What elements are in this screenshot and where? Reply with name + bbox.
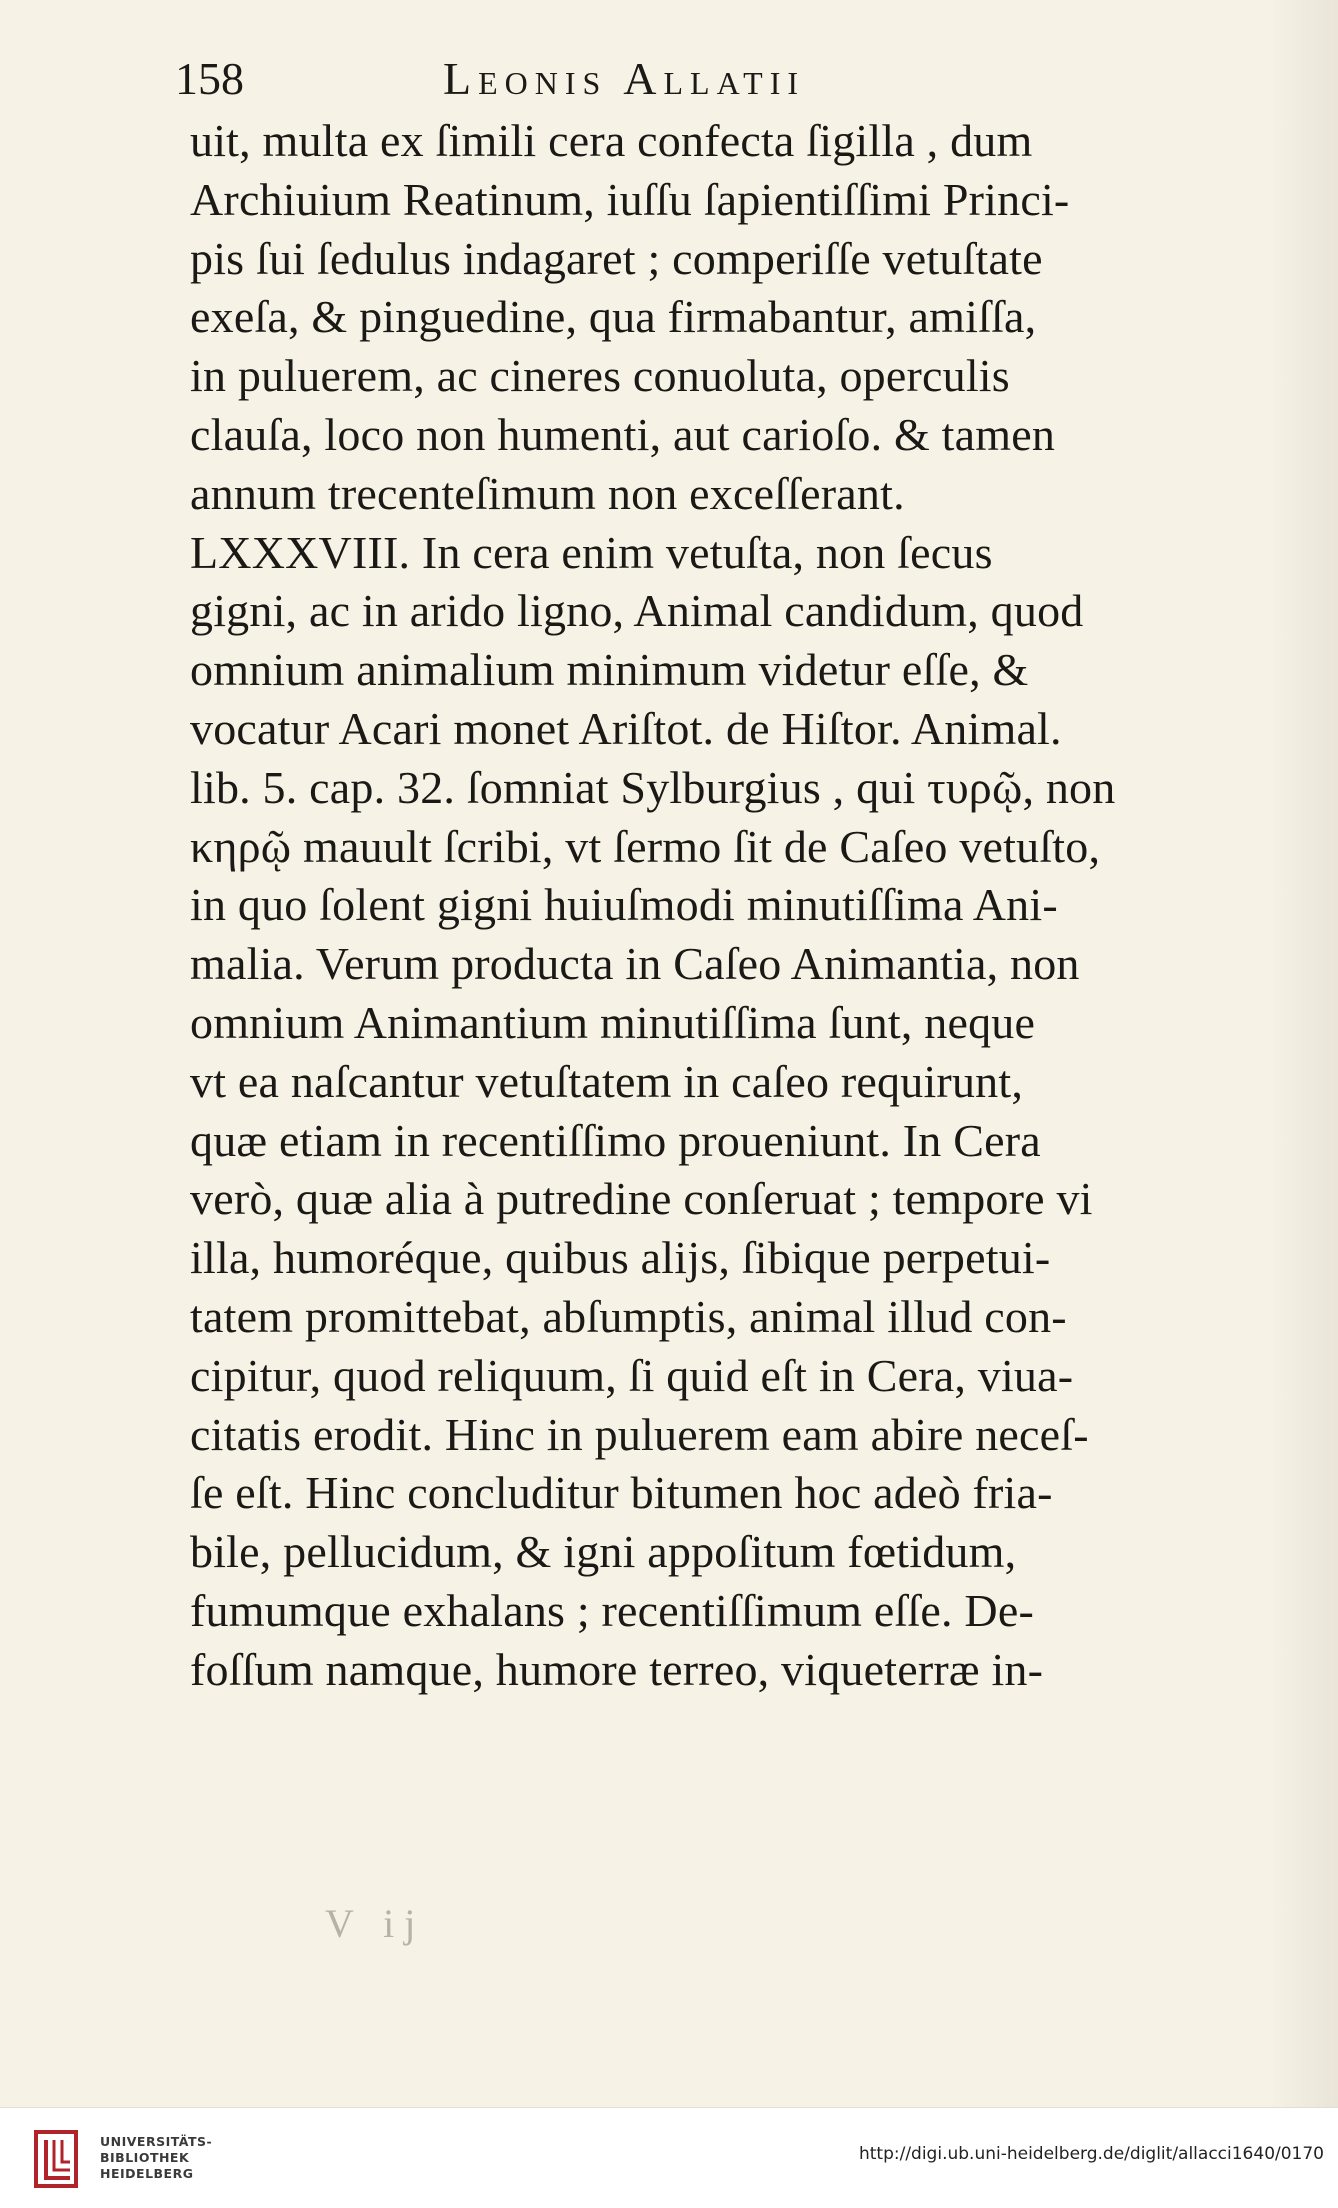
body-text: [190, 112, 1260, 1700]
text-line: in quo ſolent gigni huiuſmodi minutiſſima Ani-: [190, 879, 1058, 931]
library-name-line: HEIDELBERG: [100, 2166, 194, 2181]
text-line: citatis erodit. Hinc in puluerem eam abire neceſ-: [190, 1408, 1089, 1460]
text-line: uit, multa ex ſimili cera confecta ſigilla , dum: [190, 115, 1033, 166]
text-line: annum trecenteſimum non exceſſerant.: [190, 467, 905, 519]
text-line: cipitur, quod reliquum, ſi quid eſt in Cera, viua-: [190, 1349, 1074, 1401]
text-line: fumumque exhalans ; recentiſſimum eſſe. De-: [190, 1584, 1034, 1636]
signature-mark: V ij: [325, 1901, 426, 1946]
text-line: illa, humoréque, quibus alijs, ſibique perpetui-: [190, 1232, 1051, 1284]
text-line: quæ etiam in recentiſſimo proueniunt. In Cera: [190, 1114, 1041, 1166]
text-line: lib. 5. cap. 32. ſomniat Sylburgius , qui τυρῷ, non: [190, 761, 1116, 813]
text-line: exeſa, & pinguedine, qua firmabantur, amiſſa,: [190, 291, 1037, 343]
text-line: gigni, ac in arido ligno, Animal candidum, quod: [190, 585, 1084, 637]
text-line: omnium Animantium minutiſſima ſunt, neque: [190, 996, 1036, 1048]
text-line: vt ea naſcantur vetuſtatem in caſeo requirunt,: [190, 1055, 1024, 1107]
text-line: omnium animalium minimum videtur eſſe, &: [190, 644, 1029, 696]
text-line: LXXXVIII. In cera enim vetuſta, non ſecus: [190, 526, 993, 578]
library-name-line: BIBLIOTHEK: [100, 2150, 190, 2165]
library-name-line: UNIVERSITÄTS-: [100, 2134, 213, 2149]
text-line: tatem promittebat, abſumptis, animal illud con-: [190, 1290, 1067, 1342]
text-line: Archiuium Reatinum, iuſſu ſapientiſſimi Princi-: [190, 173, 1070, 225]
text-line: ſe eſt. Hinc concluditur bitumen hoc adeò fria-: [190, 1467, 1053, 1519]
text-line: pis ſui ſedulus indagaret ; comperiſſe vetuſtate: [190, 232, 1043, 284]
page-header: [175, 48, 1275, 108]
text-line: verò, quæ alia à putredine conſeruat ; tempore vi: [190, 1173, 1093, 1225]
footer-bar: [0, 2107, 1338, 2208]
running-head: Leonis Allatii: [443, 53, 806, 104]
page-number: 158: [175, 53, 244, 104]
library-name: [100, 2134, 212, 2182]
text-line: vocatur Acari monet Ariſtot. de Hiſtor. Animal.: [190, 702, 1062, 754]
text-line: clauſa, loco non humenti, aut carioſo. & tamen: [190, 408, 1056, 460]
text-line: κηρῷ mauult ſcribi, vt ſermo ſit de Caſeo vetuſto,: [190, 820, 1101, 872]
text-line: foſſum namque, humore terreo, viqueterræ in-: [190, 1643, 1044, 1695]
permalink-url[interactable]: http://digi.ub.uni-heidelberg.de/diglit/allacci1640/0170: [858, 2144, 1324, 2164]
university-library-logo-icon: [34, 2130, 84, 2188]
text-line: bile, pellucidum, & igni appoſitum fœtidum,: [190, 1526, 1017, 1578]
text-line: in puluerem, ac cineres conuoluta, operculis: [190, 350, 1010, 402]
text-line: malia. Verum producta in Caſeo Animantia, non: [190, 938, 1080, 990]
